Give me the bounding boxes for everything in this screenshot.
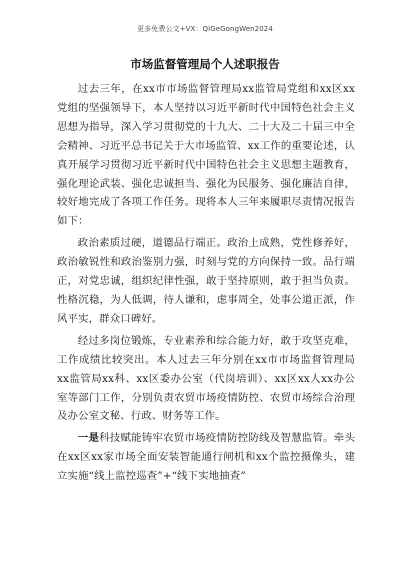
watermark-text: 更多免费公文+VX：QiGeGongWen2024 (137, 25, 273, 33)
paragraph-political-quality (57, 234, 355, 329)
paragraph-intro (57, 80, 355, 231)
paragraph-point-one (57, 429, 355, 486)
paragraph-text: 过去三年，在xx市市场监督管理局xx监管局党组和xx区xx党组的坚强领导下，本人坚持以习近平新时代中国特色社会主义思想为指导，深入学习贯彻党的十九大、二十大及二十届三中全会精神、习近平总书记关于大市场监管、xx工作的重要论述，认真开展学习贯彻习近平新时代中国特色社会主义思想主题教育，强化理论武装、强化忠诚担当、强化为民服务、强化廉洁自律，较好地完成了各项工作任务。现将本人三年来履职尽责情况报告如下： (57, 83, 355, 228)
document-body (57, 80, 355, 489)
paragraph-lead: 一是 (77, 432, 100, 445)
document-title: 市场监督管理局个人述职报告 (130, 57, 280, 71)
paragraph-text: 政治素质过硬，道德品行端正。政治上成熟，党性修养好，政治敏锐性和政治鉴别力强，时刻与党的方向保持一致。品行端正，对党忠诚，组织纪律性强，敢于坚持原则，敢于担当负责。性格沉稳，为人低调，待人谦和，虑事周全，处事公道正派，作风平实，群众口碑好。 (57, 237, 355, 325)
paragraph-text: 经过多岗位锻炼，专业素养和综合能力好，敢于攻坚克难，工作成绩比较突出。本人过去三年分别在xx市市场监督管理局xx监管局xx科、xx区委办公室（代岗培训）、xx区xx人xx办公室等部门工作，分别负责农贸市场疫情防控、农贸市场综合治理及办公室文秘、行政、财务等工作。 (57, 334, 355, 423)
paragraph-text: 科技赋能铸牢农贸市场疫情防控防线及智慧监管。牵头在xx区xx家市场全面安装智能通行闸机和xx个监控摄像头，建立实施“线上监控巡查”+“线下实地抽查” (57, 432, 355, 483)
paragraph-work-experience (57, 332, 355, 427)
